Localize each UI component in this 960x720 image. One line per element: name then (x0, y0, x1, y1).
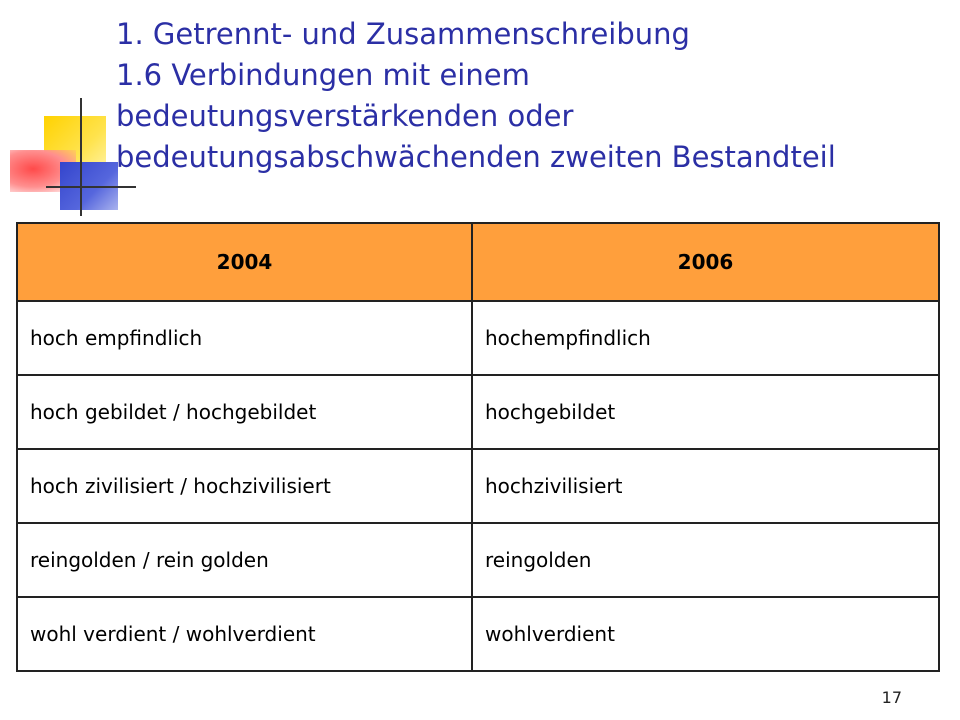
title-line-4: bedeutungsabschwächenden zweiten Bestandteil (116, 140, 836, 174)
cell-2006: reingolden (472, 523, 939, 597)
table-row (17, 301, 939, 375)
table-header-row (17, 223, 939, 301)
cell-2006: hochempfindlich (472, 301, 939, 375)
header-2004: 2004 (17, 223, 472, 301)
table-row (17, 597, 939, 671)
title-line-2: 1.6 Verbindungen mit einem (116, 58, 530, 92)
table-row (17, 449, 939, 523)
slide-title (116, 14, 946, 178)
cell-2004: wohl verdient / wohlverdient (17, 597, 472, 671)
cell-2006: wohlverdient (472, 597, 939, 671)
cell-2004: hoch zivilisiert / hochzivilisiert (17, 449, 472, 523)
title-line-1: 1. Getrennt- und Zusammenschreibung (116, 17, 690, 51)
cell-2006: hochgebildet (472, 375, 939, 449)
page-number: 17 (881, 688, 902, 707)
cell-2004: reingolden / rein golden (17, 523, 472, 597)
cell-2006: hochzivilisiert (472, 449, 939, 523)
title-line-3: bedeutungsverstärkenden oder (116, 99, 574, 133)
table-row (17, 375, 939, 449)
spelling-comparison-table (16, 222, 940, 672)
header-2006: 2006 (472, 223, 939, 301)
ornament-vertical-line (80, 98, 82, 216)
cell-2004: hoch gebildet / hochgebildet (17, 375, 472, 449)
table-row (17, 523, 939, 597)
cell-2004: hoch empfindlich (17, 301, 472, 375)
ornament-horizontal-line (46, 186, 136, 188)
